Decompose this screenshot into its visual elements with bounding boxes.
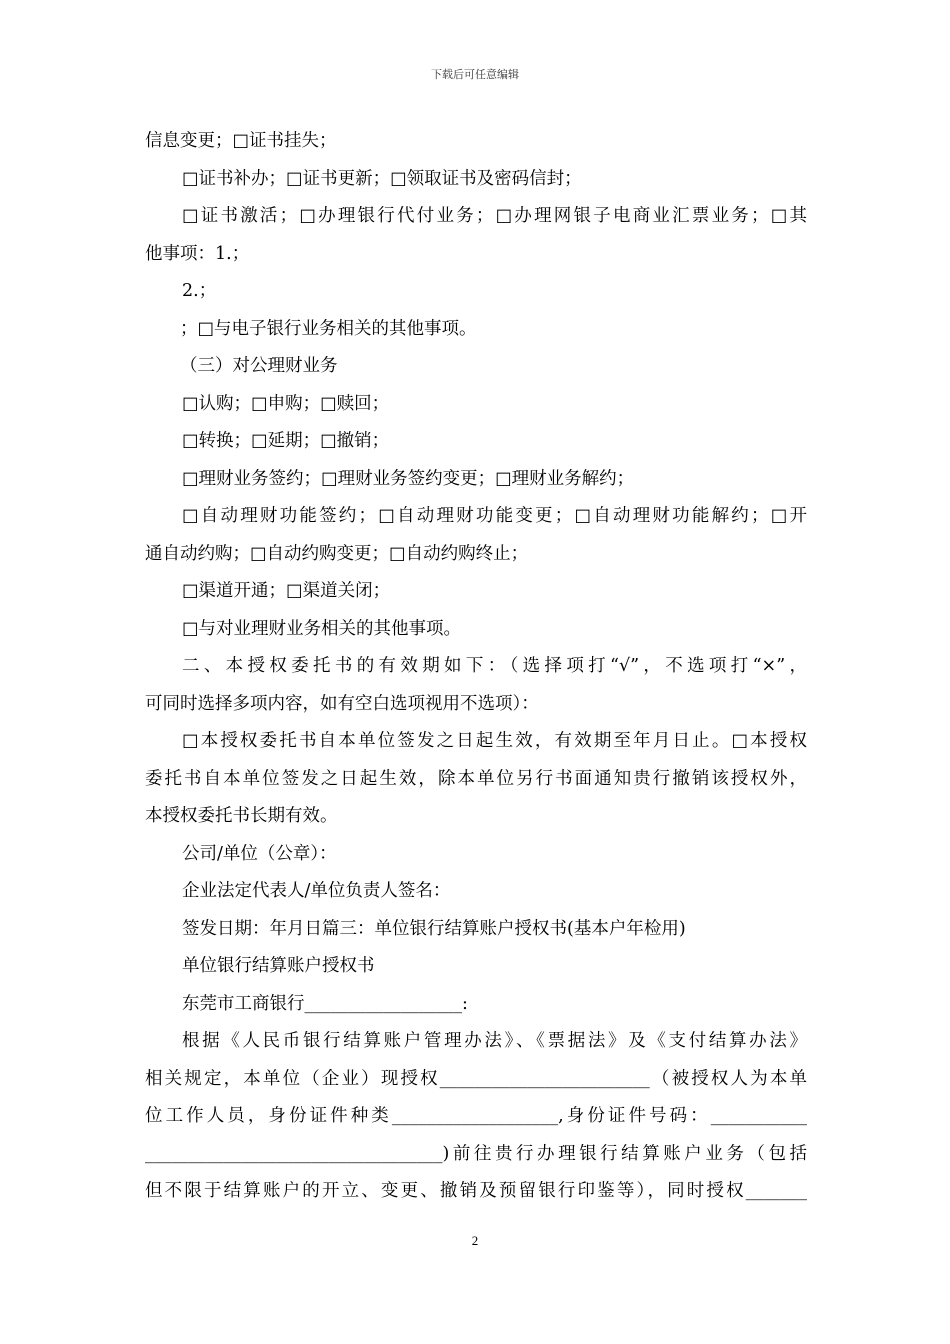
text-line: □转换；□延期；□撤销；: [182, 431, 390, 451]
body-text: [145, 123, 807, 1211]
text-line: □本授权委托书自本单位签发之日起生效，有效期至年月日止。□本授权: [182, 731, 807, 751]
text-line: □自动理财功能签约；□自动理财功能变更；□自动理财功能解约；□开: [182, 506, 807, 526]
text-line: 二、本授权委托书的有效期如下：（选择项打“√”，不选项打“×”，: [182, 656, 807, 676]
text-line: 信息变更；□证书挂失；: [145, 131, 337, 151]
text-line: __________________________________)前往贵行办理银行结算账户业务（包括: [145, 1143, 807, 1164]
text-line: 2.；: [182, 281, 217, 301]
addressee-line: 东莞市工商银行__________________:: [182, 993, 468, 1014]
text-line: 位工作人员，身份证件种类___________________,身份证件号码：___________: [145, 1106, 807, 1126]
section-heading: （三）对公理财业务: [180, 356, 338, 376]
text-line: 签发日期：年月日篇三：单位银行结算账户授权书(基本户年检用): [182, 918, 686, 939]
text-line: 但不限于结算账户的开立、变更、撤销及预留银行印鉴等），同时授权_______: [145, 1181, 807, 1201]
page-header: 下载后可任意编辑: [431, 68, 519, 81]
text-line: 可同时选择多项内容，如有空白选项视用不选项）：: [145, 693, 539, 714]
text-line: □理财业务签约；□理财业务签约变更；□理财业务解约；: [182, 468, 635, 489]
page-number: 2: [471, 1233, 479, 1248]
text-line: 企业法定代表人/单位负责人签名：: [182, 881, 451, 901]
text-line: 根据《人民币银行结算账户管理办法》、《票据法》及《支付结算办法》: [182, 1031, 807, 1051]
text-line: 公司/单位（公章）：: [182, 843, 337, 864]
text-line: □与对业理财业务相关的其他事项。: [182, 618, 462, 639]
text-line: □渠道开通；□渠道关闭；: [182, 581, 391, 601]
text-line: 委托书自本单位签发之日起生效，除本单位另行书面通知贵行撤销该授权外，: [145, 768, 807, 789]
text-line: 相关规定，本单位（企业）现授权________________________（被授权人为本单: [145, 1068, 807, 1089]
text-line: 通自动约购；□自动约购变更；□自动约购终止；: [145, 543, 529, 564]
text-line: □证书补办；□证书更新；□领取证书及密码信封；: [182, 168, 582, 189]
text-line: 本授权委托书长期有效。: [145, 806, 338, 826]
text-line: 他事项：1.；: [145, 243, 250, 264]
text-line: □认购；□申购；□赎回；: [182, 393, 390, 414]
text-line: □证书激活；□办理银行代付业务；□办理网银子电商业汇票业务；□其: [182, 206, 807, 226]
text-line: ；□与电子银行业务相关的其他事项。: [180, 318, 477, 339]
document-title: 单位银行结算账户授权书: [182, 956, 375, 976]
